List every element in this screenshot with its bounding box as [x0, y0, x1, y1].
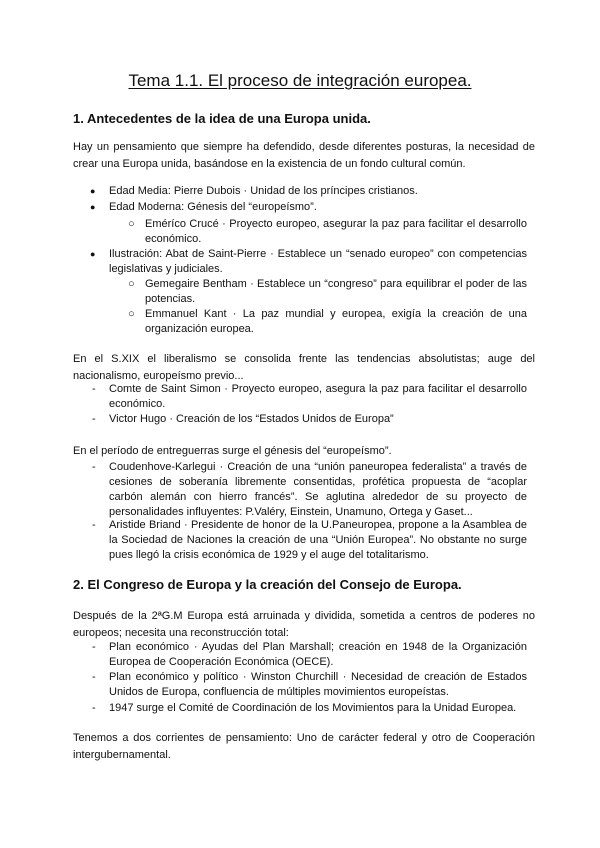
list-item: Edad Media: Pierre Dubois · Unidad de los príncipes cristianos. [109, 185, 418, 197]
section-2-heading: 2. El Congreso de Europa y la creación del Consejo de Europa. [73, 577, 462, 592]
list-item: 1947 surge el Comité de Coordinación de los Movimientos para la Unidad Europea. [109, 702, 517, 714]
list-item: Edad Moderna: Génesis del “europeísmo”. [109, 201, 317, 213]
dash-marker: - [92, 641, 96, 653]
section-2-intro: Después de la 2ªG.M Europa está arruinada y dividida, sometida a centros de poderes no europeos; necesita una reconstrucción total: [73, 610, 535, 639]
list-item: Eméríco Crucé · Proyecto europeo, asegurar la paz para facilitar el desarrollo económico. [145, 218, 527, 245]
bullet-circle-icon: ○ [128, 308, 135, 320]
dash-marker: - [92, 702, 96, 714]
bullet-dot-icon: ● [90, 249, 96, 259]
document-title: Tema 1.1. El proceso de integración europea. [128, 71, 472, 90]
section-1-intro: Hay un pensamiento que siempre ha defendido, desde diferentes posturas, la necesidad de crear una Europa unida, basándose en la existencia de un fondo cultural común. [73, 141, 535, 170]
section-1-heading: 1. Antecedentes de la idea de una Europa unida. [73, 111, 371, 126]
list-item: Gemegaire Bentham · Establece un “congreso” para equilibrar el poder de las potencias. [145, 278, 527, 305]
dash-marker: - [92, 413, 96, 425]
dash-marker: - [92, 383, 96, 395]
xix-intro: En el S.XIX el liberalismo se consolida frente las tendencias absolutistas; auge del nacionalismo, europeísmo previo... [73, 353, 535, 382]
entreguerras-intro: En el período de entreguerras surge el génesis del “europeísmo”. [73, 445, 392, 457]
section-2-closing: Tenemos a dos corrientes de pensamiento: Uno de carácter federal y otro de Cooperación intergubernamental. [73, 732, 535, 761]
bullet-dot-icon: ● [90, 186, 96, 196]
list-item: Plan económico · Ayudas del Plan Marshall; creación en 1948 de la Organización Europea de Cooperación Económica (OECE). [109, 641, 527, 668]
bullet-circle-icon: ○ [128, 278, 135, 290]
dash-marker: - [92, 461, 96, 473]
list-item: Coudenhove-Karlegui · Creación de una “unión paneuropea federalista” a través de cesiones de soberanía libremente consentidas, profética propuesta de “acoplar carbón alemán con hierro francés”. Se aglutina alrededor de su proyecto de personalidades influyentes: P.Valéry, Einstein, Unamuno, Ortega y Gaset... [109, 461, 527, 518]
dash-marker: - [92, 519, 96, 531]
dash-marker: - [92, 671, 96, 683]
list-item: Comte de Saint Simon · Proyecto europeo, asegura la paz para facilitar el desarrollo económico. [109, 383, 527, 410]
bullet-circle-icon: ○ [128, 218, 135, 230]
list-item: Emmanuel Kant · La paz mundial y europea, exigía la creación de una organización europea. [145, 308, 527, 335]
bullet-dot-icon: ● [90, 202, 96, 212]
list-item: Aristide Briand · Presidente de honor de la U.Paneuropea, propone a la Asamblea de la Sociedad de Naciones la creación de una “Unión Europea”. No obstante no surge pues llegó la crisis económica de 1929 y el auge del totalitarismo. [109, 519, 527, 561]
list-item: Victor Hugo · Creación de los “Estados Unidos de Europa” [109, 413, 394, 425]
list-item: Ilustración: Abat de Saint-Pierre · Establece un “senado europeo” con competencias legislativas y judiciales. [109, 248, 527, 275]
list-item: Plan económico y político · Winston Churchill · Necesidad de creación de Estados Unidos de Europa, confluencia de múltiples movimientos europeístas. [109, 671, 527, 698]
